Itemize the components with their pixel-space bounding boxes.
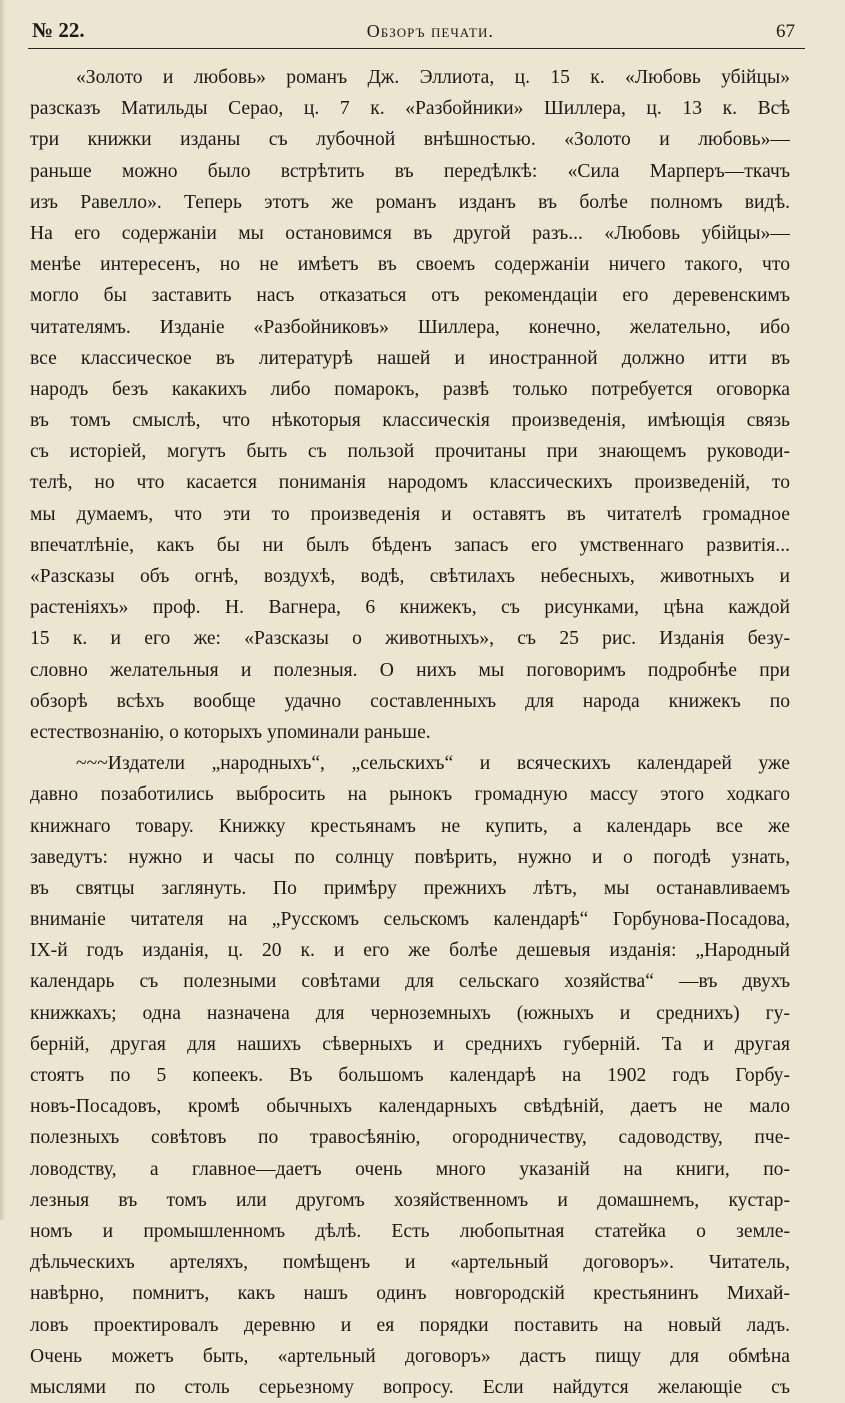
- text-line: естествознанію, о которыхъ упоминали раньше.: [30, 721, 431, 743]
- header-rule: [28, 48, 805, 49]
- text-line: ловодству, а главное—даетъ очень много указаній на книги, по-: [30, 1158, 790, 1180]
- text-line: номъ и промышленномъ дѣлѣ. Есть любопытная статейка о земле-: [30, 1220, 790, 1242]
- text-line: мы думаемъ, что эти то произведенія и оставятъ въ читателѣ громадное: [30, 503, 790, 525]
- text-line: книжнаго товару. Книжку крестьянамъ не купить, а календарь все же: [30, 815, 790, 837]
- text-line: ~~~Издатели „народныхъ“, „сельскихъ“ и всяческихъ календарей уже: [76, 753, 790, 775]
- text-line: 15 к. и его же: «Разсказы о животныхъ», съ 25 рис. Изданія безу-: [30, 628, 790, 650]
- text-line: дѣльческихъ артеляхъ, помѣщенъ и «артельный договоръ». Читатель,: [30, 1252, 790, 1274]
- text-line: въ томъ смыслѣ, что нѣкоторыя классическія произведенія, имѣющія связь: [30, 410, 790, 432]
- issue-number: № 22.: [32, 18, 85, 42]
- text-line: полезныхъ совѣтовъ по травосѣянію, огородничеству, садоводству, пче-: [30, 1127, 790, 1149]
- text-line: телѣ, но что касается пониманія народомъ классическихъ произведеній, то: [30, 472, 790, 494]
- text-line: съ исторіей, могутъ быть съ пользой прочитаны при знающемъ руководи-: [30, 441, 790, 463]
- text-line: менѣе интересенъ, но не имѣетъ въ своемъ содержаніи ничего такого, что: [30, 254, 790, 276]
- text-line: три книжки изданы съ лубочной внѣшностью. «Золото и любовь»—: [30, 129, 790, 151]
- text-line: «Разсказы объ огнѣ, воздухѣ, водѣ, свѣтилахъ небесныхъ, животныхъ и: [30, 566, 790, 587]
- text-line: изъ Равелло». Теперь этотъ же романъ изданъ въ болѣе полномъ видѣ.: [30, 191, 790, 213]
- text-line: разсказъ Матильды Серао, ц. 7 к. «Разбойники» Шиллера, ц. 13 к. Всѣ: [30, 98, 790, 120]
- text-line: ловъ проектировалъ деревню и ея порядки поставить на новый ладъ.: [30, 1314, 790, 1336]
- text-line: словно желательныя и полезныя. О нихъ мы поговоримъ подробнѣе при: [30, 659, 790, 681]
- text-line: вниманіе читателя на „Русскомъ сельскомъ календарѣ“ Горбунова-Посадова,: [30, 909, 790, 931]
- text-line: «Золото и любовь» романъ Дж. Эллиота, ц. 15 к. «Любовь убійцы»: [76, 67, 790, 88]
- text-line: раньше можно было встрѣтить въ передѣлкѣ: «Сила Марперъ—ткачъ: [30, 160, 790, 182]
- text-line: читателямъ. Изданіе «Разбойниковъ» Шиллера, конечно, желательно, ибо: [30, 316, 790, 338]
- article-body: [30, 62, 790, 1403]
- text-line: все классическое въ литературѣ нашей и иностранной должно итти въ: [30, 347, 790, 369]
- page-edge-shadow: [0, 0, 6, 1220]
- text-line: лезныя въ томъ или другомъ хозяйственномъ и домашнемъ, кустар-: [30, 1189, 790, 1211]
- text-line: въ святцы заглянуть. По примѣру прежнихъ лѣтъ, мы останавливаемъ: [30, 877, 790, 899]
- text-line: мыслями по столь серьезному вопросу. Если найдутся желающіе съ: [30, 1376, 790, 1398]
- text-line: впечатлѣніе, какъ бы ни былъ бѣденъ запасъ его умственнаго развитія...: [30, 534, 790, 556]
- text-line: новъ-Посадовъ, кромѣ обычныхъ календарныхъ свѣдѣній, даетъ не мало: [30, 1096, 790, 1118]
- text-line: народъ безъ какакихъ либо помарокъ, развѣ только потребуется оговорка: [30, 378, 790, 400]
- text-line: На его содержаніи мы остановимся въ другой разъ... «Любовь убійцы»—: [30, 222, 790, 244]
- text-line: давно позаботились выбросить на рынокъ громадную массу этого ходкаго: [30, 784, 790, 806]
- text-line: книжкахъ; одна назначена для черноземныхъ (южныхъ и среднихъ) гу-: [30, 1002, 790, 1024]
- running-title: Обзоръ печати.: [366, 21, 494, 41]
- text-line: растеніяхъ» проф. Н. Вагнера, 6 книжекъ, съ рисунками, цѣна каждой: [30, 597, 790, 619]
- text-line: обзорѣ всѣхъ вообще удачно составленныхъ для народа книжекъ по: [30, 690, 790, 712]
- text-line: стоятъ по 5 копеекъ. Въ большомъ календарѣ на 1902 годъ Горбу-: [30, 1065, 790, 1086]
- text-line: заведутъ: нужно и часы по солнцу повѣрить, нужно и о погодѣ узнать,: [30, 846, 790, 868]
- text-line: навѣрно, помнитъ, какъ нашъ одинъ новгородскій крестьянинъ Михай-: [30, 1283, 790, 1305]
- text-line: календарь съ полезными совѣтами для сельскаго хозяйства“ —въ двухъ: [30, 971, 790, 993]
- text-line: берній, другая для нашихъ сѣверныхъ и среднихъ губерній. Та и другая: [30, 1033, 790, 1055]
- running-head: [32, 18, 795, 48]
- page-number: 67: [776, 21, 795, 42]
- text-line: Очень можетъ быть, «артельный договоръ» дастъ пищу для обмѣна: [30, 1345, 790, 1367]
- text-line: IX-й годъ изданія, ц. 20 к. и его же болѣе дешевыя изданія: „Народный: [30, 940, 790, 962]
- text-line: могло бы заставить насъ отказаться отъ рекомендаціи его деревенскимъ: [30, 285, 790, 307]
